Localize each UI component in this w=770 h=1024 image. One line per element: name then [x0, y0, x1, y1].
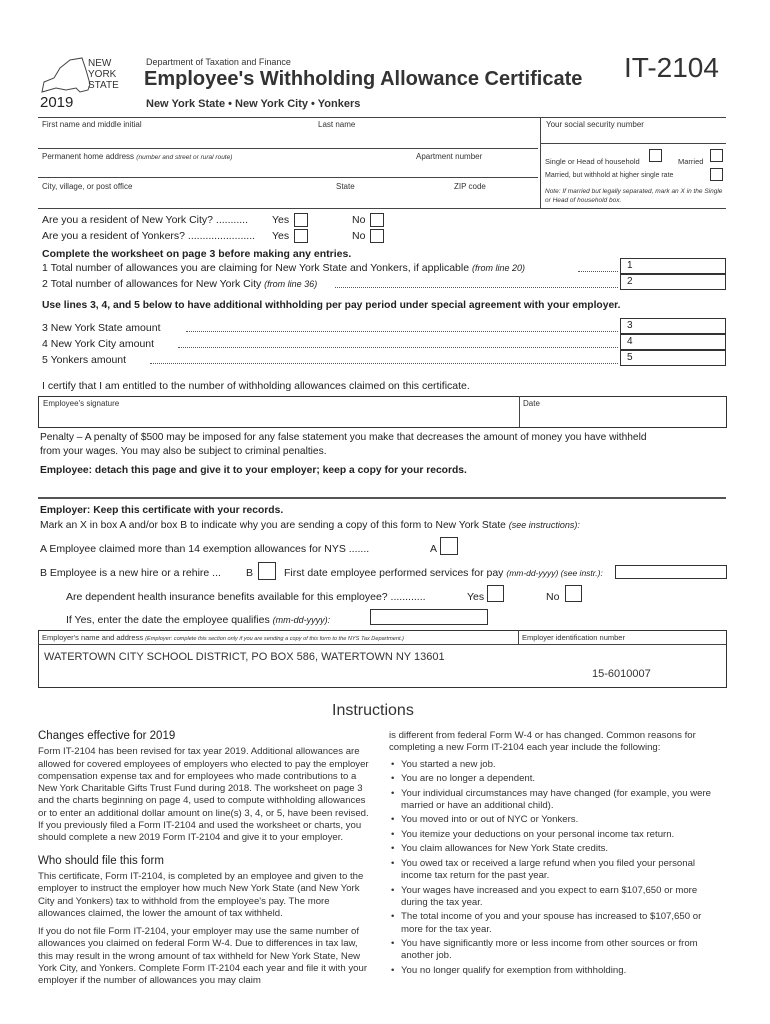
detach-instruction: Employee: detach this page and give it to your employer; keep a copy for your records. [40, 465, 467, 476]
line-5-input[interactable]: 5 [620, 350, 726, 366]
box-a-checkbox[interactable] [440, 537, 458, 555]
employer-instruction: Mark an X in box A and/or box B to indicate why you are sending a copy of this form to New York State (see instructions): [40, 520, 580, 531]
list-item: • You itemize your deductions on your personal income tax return. [401, 829, 719, 841]
first-date-label: First date employee performed services for pay (mm-dd-yyyy) (see instr.): [284, 567, 603, 579]
box-b-label: B Employee is a new hire or a rehire ... [40, 567, 221, 579]
list-item: • You no longer qualify for exemption from withholding. [401, 965, 719, 977]
ein-value[interactable]: 15-6010007 [592, 668, 651, 680]
form-title: Employee's Withholding Allowance Certificate [144, 68, 583, 90]
single-label: Single or Head of household [545, 157, 640, 166]
changes-text: Form IT-2104 has been revised for tax year 2019. Additional allowances are allowed for covered employees of employers who elected to pay the employer compensation expense tax and for employees who made contributions to a New York Charitable Gifts Trust Fund during 2018. The worksheet on page 3 and the charts beginning on page 4, used to compute withholding allowances or to enter an additional dollar amount on line(s) 3, 4, or 5, have been revised. If you previously filed a Form IT-2104 and used the worksheet or charts, you should complete a new 2019 Form IT-2104 and give it to your employer. [38, 746, 369, 844]
form-number: IT-2104 [624, 52, 719, 83]
yonkers-no-label: No [352, 230, 366, 242]
line-4-input[interactable]: 4 [620, 334, 726, 350]
ssn-field[interactable]: Your social security number [546, 120, 644, 129]
employer-name-address-value[interactable]: WATERTOWN CITY SCHOOL DISTRICT, PO BOX 586, WATERTOWN NY 13601 [44, 651, 445, 663]
box-a-label: A Employee claimed more than 14 exemption allowances for NYS ....... [40, 543, 370, 555]
nyc-no-checkbox[interactable] [370, 213, 384, 227]
marital-note: Note: If married but legally separated, mark an X in the Single or Head of household box. [545, 188, 723, 204]
who-should-file-text-1: This certificate, Form IT-2104, is completed by an employee and given to the employer to instruct the employer how much New York State (and New York City and Yonkers) tax to withhold from the employee's pay. The more allowances claimed, the lower the amount of tax withheld. [38, 870, 364, 919]
list-item: • You started a new job. [401, 759, 719, 771]
first-date-input[interactable] [615, 565, 727, 579]
reasons-list [389, 759, 719, 978]
certify-statement: I certify that I am entitled to the number of withholding allowances claimed on this certificate. [42, 380, 470, 392]
line-4-label: 4 New York City amount [42, 338, 155, 350]
yonkers-yes-checkbox[interactable] [294, 229, 308, 243]
signature-date-field[interactable]: Date [523, 399, 540, 408]
line-3-label: 3 New York State amount [42, 322, 161, 334]
yonkers-no-checkbox[interactable] [370, 229, 384, 243]
list-item: • You claim allowances for New York State credits. [401, 843, 719, 855]
qualify-date-label: If Yes, enter the date the employee qualifies (mm-dd-yyyy): [66, 614, 331, 626]
home-address-field[interactable]: Permanent home address (number and street or rural route) [42, 152, 233, 161]
list-item: • You moved into or out of NYC or Yonkers. [401, 814, 719, 826]
line-1-input[interactable]: 1 [620, 258, 726, 274]
list-item: • Your individual circumstances may have changed (for example, you were married or have an additional child). [401, 788, 719, 813]
box-b-letter: B [246, 567, 254, 579]
changes-heading: Changes effective for 2019 [38, 730, 176, 742]
last-name-field[interactable]: Last name [318, 120, 356, 129]
nyc-resident-question: Are you a resident of New York City? ........... [42, 214, 249, 226]
list-item: • You have significantly more or less income from other sources or from another job. [401, 938, 719, 963]
health-no-checkbox[interactable] [565, 585, 582, 602]
line-1-label: 1 Total number of allowances you are claiming for New York State and Yonkers, if applicable (from line 20) [42, 262, 525, 274]
ein-label: Employer identification number [522, 633, 625, 642]
penalty-text-2: from your wages. You may also be subject to criminal penalties. [40, 446, 327, 457]
married-higher-label: Married, but withhold at higher single rate [545, 172, 674, 179]
reasons-intro: is different from federal Form W-4 or has changed. Common reasons for completing a new Form IT-2104 each year include the following: [389, 730, 696, 754]
instructions-right-column [389, 730, 719, 979]
line-5-label: 5 Yonkers amount [42, 354, 127, 366]
instructions-left-column [38, 730, 370, 988]
list-item: • Your wages have increased and you expect to earn $107,650 or more during the tax year. [401, 885, 719, 910]
state-field[interactable]: State [336, 182, 355, 191]
apartment-field[interactable]: Apartment number [416, 152, 483, 161]
single-checkbox[interactable] [649, 149, 662, 162]
list-item: • The total income of you and your spouse has increased to $107,650 or more for the tax year. [401, 911, 719, 936]
department-name: Department of Taxation and Finance [146, 57, 291, 67]
zip-field[interactable]: ZIP code [454, 182, 486, 191]
yonkers-yes-label: Yes [272, 230, 290, 242]
penalty-text-1: Penalty – A penalty of $500 may be imposed for any false statement you make that decreases the amount of money you have withheld [40, 432, 647, 443]
married-checkbox[interactable] [710, 149, 723, 162]
nyc-no-label: No [352, 214, 366, 226]
additional-heading: Use lines 3, 4, and 5 below to have additional withholding per pay period under special agreement with your employer. [42, 300, 621, 311]
nyc-yes-label: Yes [272, 214, 290, 226]
line-2-label: 2 Total number of allowances for New York City (from line 36) [42, 278, 318, 290]
worksheet-heading: Complete the worksheet on page 3 before making any entries. [42, 248, 352, 260]
health-yes-checkbox[interactable] [487, 585, 504, 602]
health-no-label: No [546, 591, 560, 603]
line-2-input[interactable]: 2 [620, 274, 726, 290]
list-item: • You owed tax or received a large refund when you filed your personal income tax return for the past year. [401, 858, 719, 883]
who-should-file-text-2: If you do not file Form IT-2104, your employer may use the same number of allowances you claimed on federal Form W-4. Due to differences in tax law, this may result in the wrong amount of tax withheld for New York State, New York City, and Yonkers. Complete Form IT-2104 each year and file it with your employer if the number of allowances you may claim [38, 926, 368, 987]
qualify-date-input[interactable] [370, 609, 488, 625]
health-insurance-question: Are dependent health insurance benefits available for this employee? ............ [66, 591, 426, 603]
married-higher-checkbox[interactable] [710, 168, 723, 181]
box-b-checkbox[interactable] [258, 562, 276, 580]
form-subtitle: New York State • New York City • Yonkers [146, 98, 361, 110]
yonkers-resident-question: Are you a resident of Yonkers? ....................... [42, 230, 256, 242]
employer-heading: Employer: Keep this certificate with your records. [40, 505, 284, 516]
married-label: Married [678, 157, 704, 166]
line-3-input[interactable]: 3 [620, 318, 726, 334]
nyc-yes-checkbox[interactable] [294, 213, 308, 227]
employer-name-address-label: Employer's name and address (Employer: complete this section only if you are sending a copy of this form to the NYS Tax Department.) [42, 633, 404, 642]
box-a-letter: A [430, 543, 438, 555]
instructions-title: Instructions [332, 702, 414, 719]
form-year: 2019 [40, 94, 74, 111]
city-field[interactable]: City, village, or post office [42, 182, 133, 191]
signature-date-box [38, 396, 727, 428]
state-map-label: NEW YORK STATE [88, 58, 119, 91]
employee-signature-field[interactable]: Employee's signature [43, 399, 120, 408]
list-item: • You are no longer a dependent. [401, 773, 719, 785]
health-yes-label: Yes [467, 591, 485, 603]
first-name-field[interactable]: First name and middle initial [42, 120, 142, 129]
who-should-file-heading: Who should file this form [38, 854, 164, 867]
new-york-state-map-icon [36, 54, 96, 96]
